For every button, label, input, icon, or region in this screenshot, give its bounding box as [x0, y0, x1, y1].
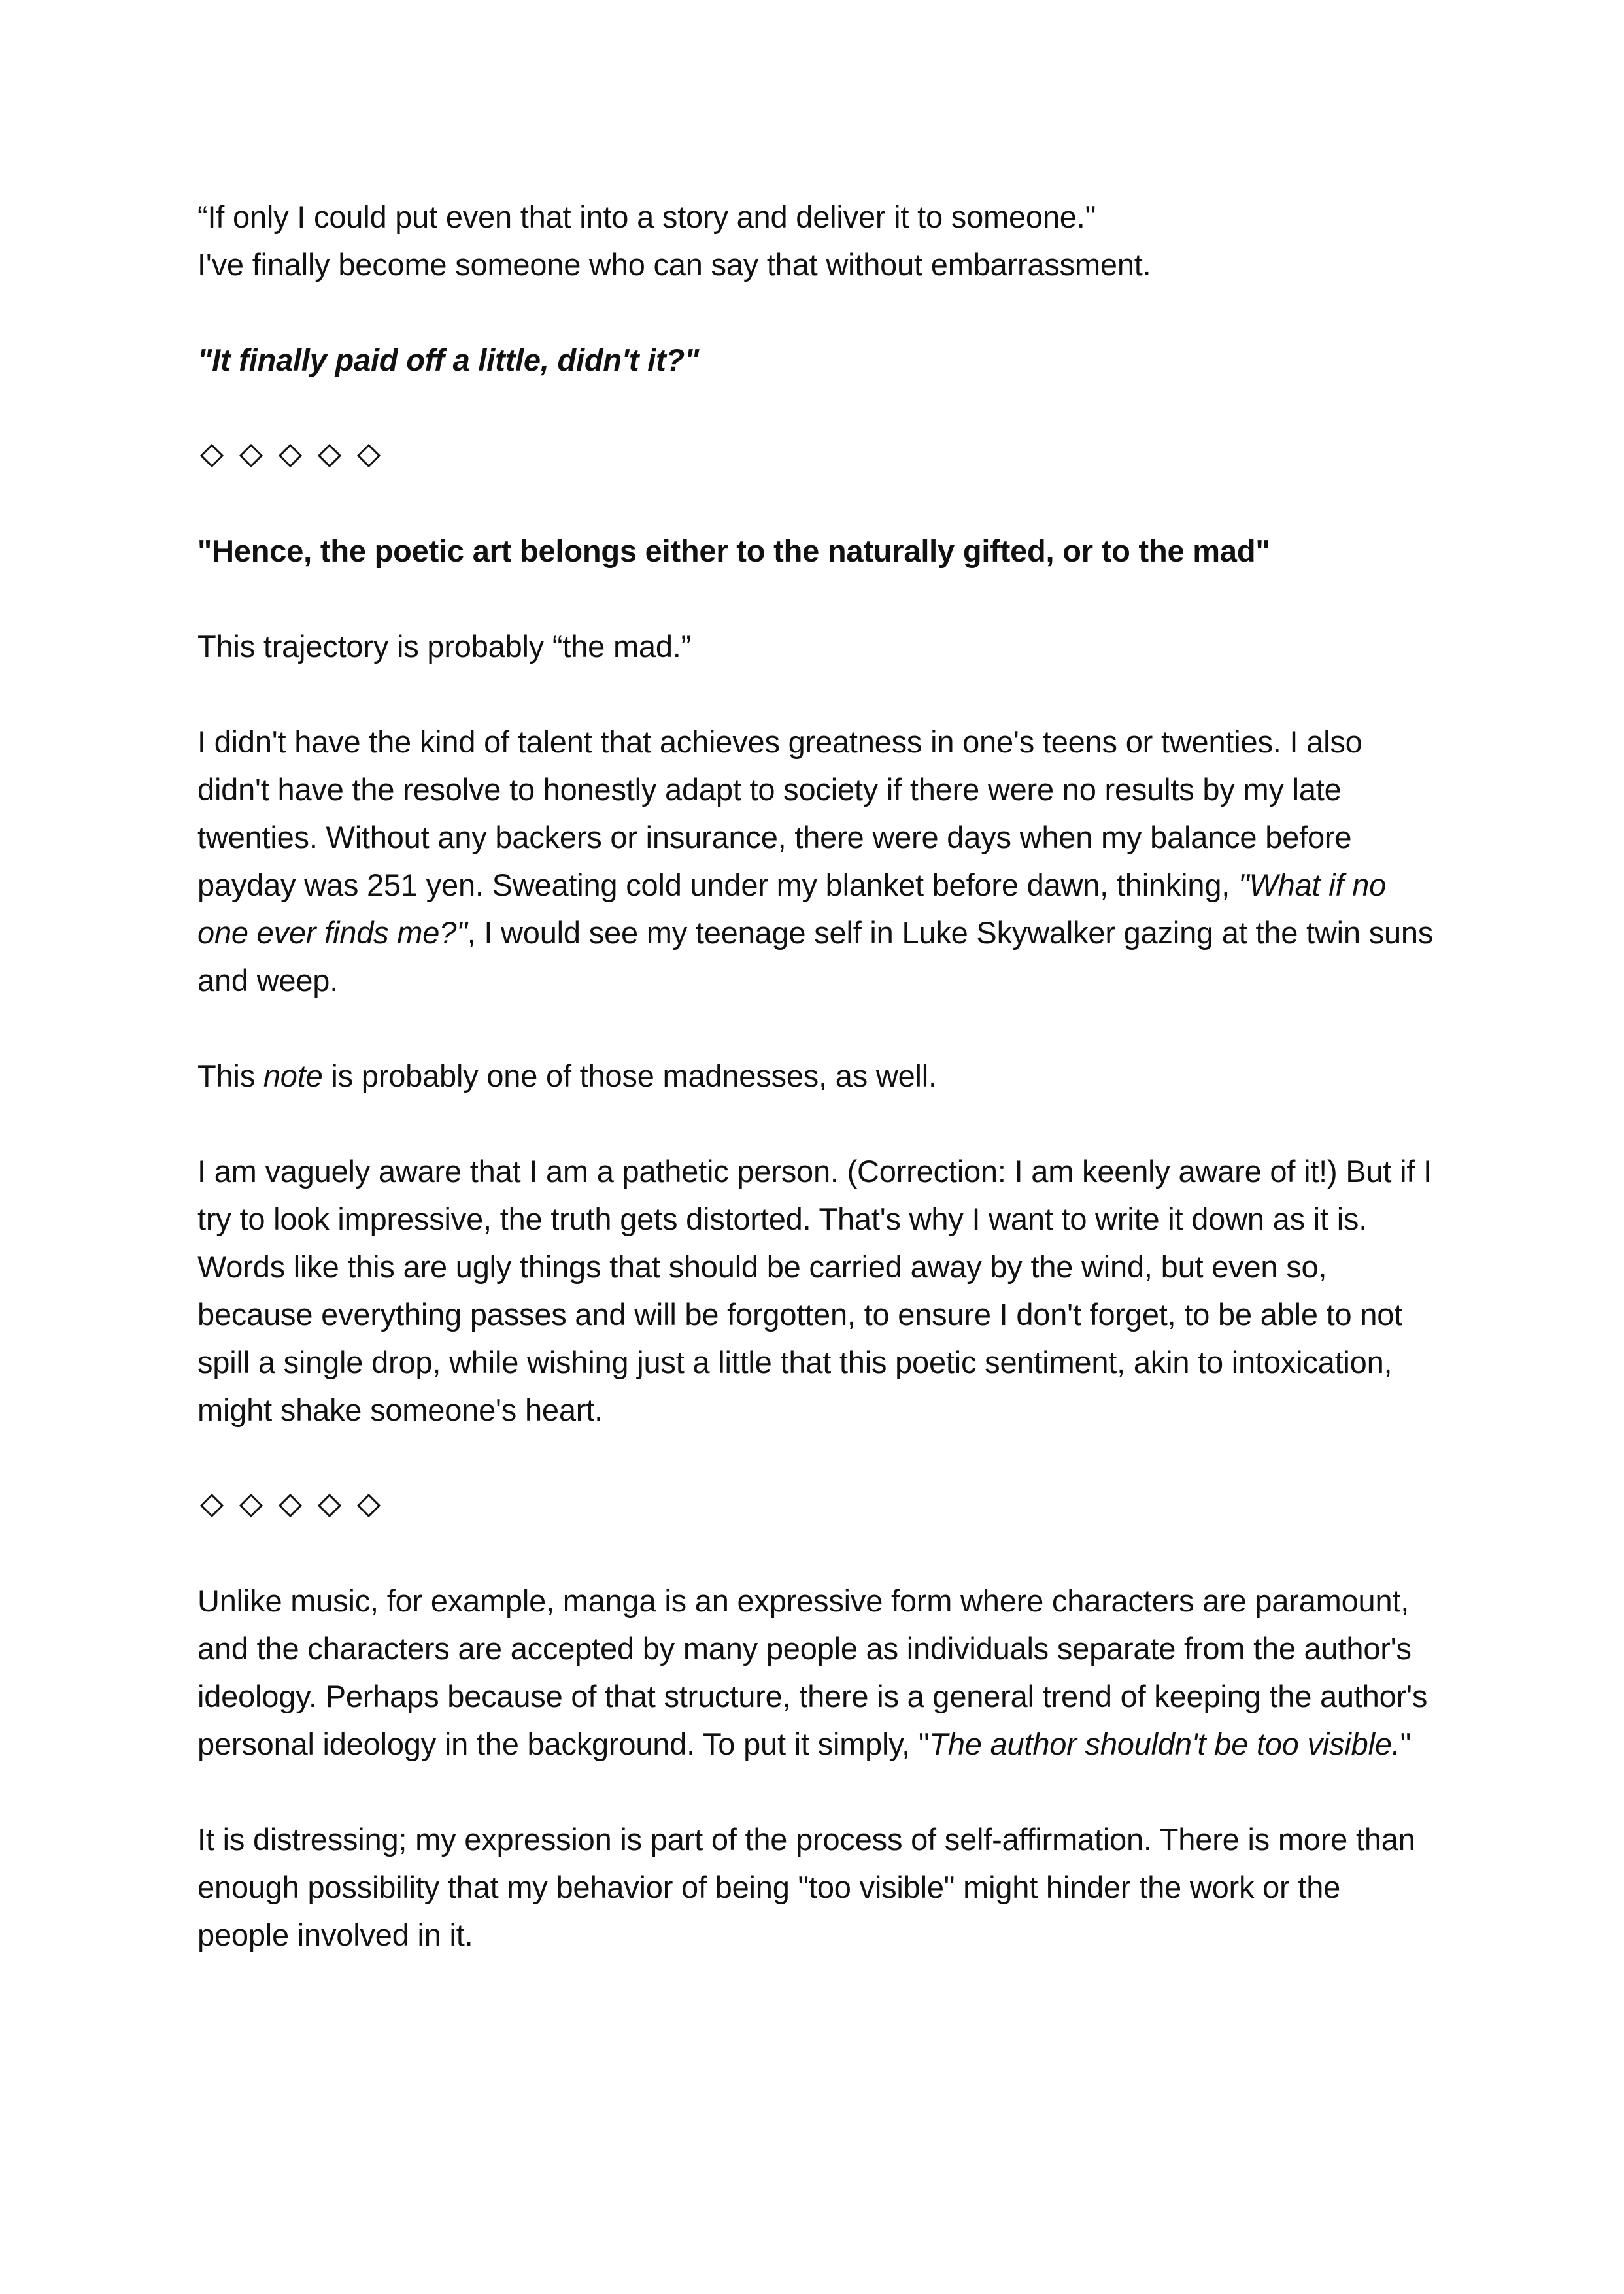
manga-italic-quote: The author shouldn't be too visible.: [929, 1727, 1400, 1761]
trajectory-paragraph: This trajectory is probably “the mad.”: [197, 629, 692, 664]
talent-text-1: I didn't have the kind of talent that achieves greatness in one's teens or twenties. I also didn't have the resolve to honestly adapt to society if there were no results by my late twenties. Without any backers or insurance, there were days when my balance before payday was 251 yen. Sweating cold under my blanket before dawn, thinking,: [197, 724, 1362, 902]
diamond-icon: [354, 441, 383, 470]
manga-text-1: Unlike music, for example, manga is an expressive form where characters are paramount, and the characters are accepted by many people as individuals separate from the author's ideology. Perhaps because of that structure, there is a general trend of keeping the author's personal ideology in the background. To put it simply, ": [197, 1583, 1428, 1761]
note-text-2: is probably one of those madnesses, as well.: [322, 1058, 937, 1093]
diamond-icon: [237, 441, 265, 470]
manga-paragraph: [197, 1577, 1440, 1768]
opening-line-1: “If only I could put even that into a story and deliver it to someone.": [197, 199, 1096, 234]
diamond-icon: [315, 1491, 344, 1520]
opening-line-2: I've finally become someone who can say that without embarrassment.: [197, 247, 1151, 282]
poetic-art-heading: "Hence, the poetic art belongs either to the naturally gifted, or to the mad": [197, 533, 1270, 568]
paid-off-quote: "It finally paid off a little, didn't it?": [197, 343, 700, 377]
talent-italic-quote: "What if no one ever finds me?": [197, 868, 1387, 950]
note-paragraph: [197, 1052, 1440, 1100]
diamond-icon: [276, 1491, 305, 1520]
diamond-icon: [197, 1491, 226, 1520]
diamond-icon: [237, 1491, 265, 1520]
distressing-paragraph: It is distressing; my expression is part of the process of self-affirmation. There is more than enough possibility that my behavior of being "too visible" might hinder the work or the people involved in it.: [197, 1822, 1415, 1952]
pathetic-paragraph: I am vaguely aware that I am a pathetic person. (Correction: I am keenly aware of it!) But if I try to look impressive, the truth gets distorted. That's why I want to write it down as it is. Words like this are ugly things that should be carried away by the wind, but even so, because everything passes and will be forgotten, to ensure I don't forget, to be able to not spill a single drop, while wishing just a little that this poetic sentiment, akin to intoxication, might shake someone's heart.: [197, 1154, 1432, 1427]
talent-paragraph: [197, 718, 1440, 1004]
section-separator-2: [197, 1481, 1440, 1529]
note-text-1: This: [197, 1058, 263, 1093]
diamond-icon: [197, 441, 226, 470]
diamond-icon: [354, 1491, 383, 1520]
opening-paragraph: [197, 193, 1440, 288]
document-body: [197, 193, 1440, 2006]
note-italic-word: note: [263, 1058, 323, 1093]
diamond-icon: [315, 441, 344, 470]
talent-text-2: , I would see my teenage self in Luke Skywalker gazing at the twin suns and weep.: [197, 915, 1434, 998]
manga-text-2: ": [1400, 1727, 1412, 1761]
section-separator-1: [197, 431, 1440, 479]
diamond-icon: [276, 441, 305, 470]
